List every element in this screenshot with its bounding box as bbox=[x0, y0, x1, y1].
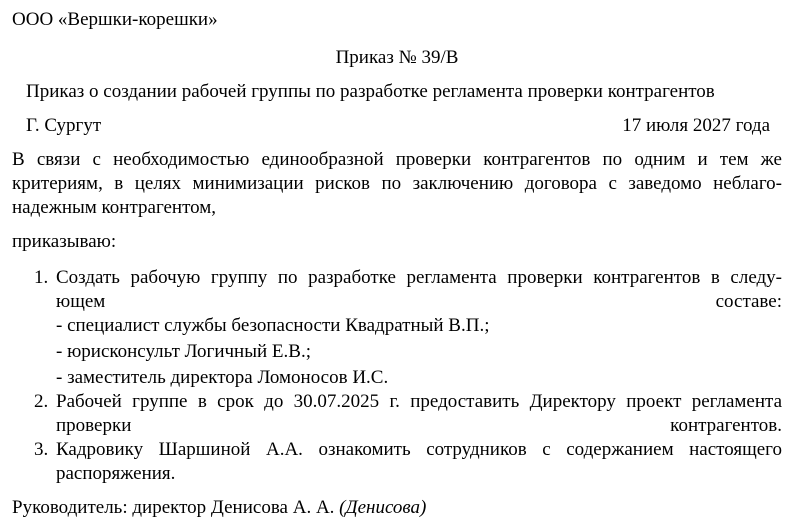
preamble-line: критериям, в целях минимизации рисков по заключению договора с заведомо неблаго- bbox=[12, 173, 782, 194]
group-member: - специалист службы безопасности Квадратный В.П.; bbox=[56, 315, 490, 336]
item-number: 2. bbox=[34, 391, 49, 412]
item-text-line: проверки контрагентов. bbox=[56, 415, 782, 436]
item-text-line: распоряжения. bbox=[56, 463, 176, 484]
preamble-line: надежным контрагентом, bbox=[12, 197, 217, 218]
item-text-line: ющем составе: bbox=[56, 291, 782, 312]
item-text-line: Рабочей группе в срок до 30.07.2025 г. предоставить Директору проект регламента bbox=[56, 391, 782, 412]
order-number: Приказ № 39/В bbox=[335, 47, 459, 68]
group-member: - заместитель директора Ломоносов И.С. bbox=[56, 367, 389, 388]
order-date: 17 июля 2027 года bbox=[622, 115, 770, 136]
order-title: Приказ о создании рабочей группы по разработке регламента проверки контрагентов bbox=[26, 81, 715, 102]
preamble-line: В связи с необходимостью единообразной проверки контрагентов по одним и тем же bbox=[12, 149, 782, 170]
order-city: Г. Сургут bbox=[26, 115, 102, 136]
item-text-line: Создать рабочую группу по разработке регламента проверки контрагентов в следу- bbox=[56, 267, 782, 288]
signature-handwritten: (Денисова) bbox=[339, 497, 427, 518]
item-number: 3. bbox=[34, 439, 49, 460]
item-number: 1. bbox=[34, 267, 49, 288]
signature-label: Руководитель: директор Денисова А. А. bbox=[12, 497, 335, 518]
item-text-line: Кадровику Шаршиной А.А. ознакомить сотрудников с содержанием настоящего bbox=[56, 439, 782, 460]
decree-word: приказываю: bbox=[12, 231, 117, 252]
organization-name: ООО «Вершки-корешки» bbox=[12, 9, 218, 30]
group-member: - юрисконсульт Логичный Е.В.; bbox=[56, 341, 311, 362]
signature-line bbox=[12, 496, 426, 520]
order-document bbox=[12, 0, 782, 529]
